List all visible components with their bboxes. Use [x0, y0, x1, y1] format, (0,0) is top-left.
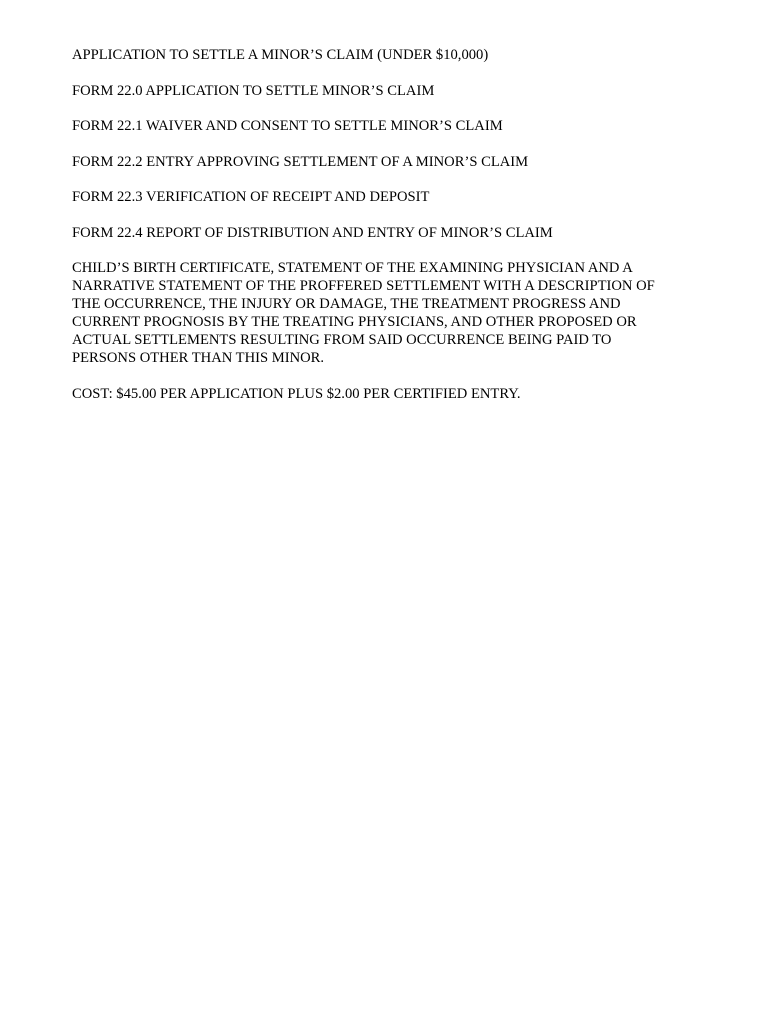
requirements-line: THE OCCURRENCE, THE INJURY OR DAMAGE, THE TREATMENT PROGRESS AND: [72, 296, 621, 312]
form-22-2-line: FORM 22.2 ENTRY APPROVING SETTLEMENT OF A MINOR’S CLAIM: [72, 153, 529, 170]
requirements-line: CHILD’S BIRTH CERTIFICATE, STATEMENT OF THE EXAMINING PHYSICIAN AND A: [72, 260, 633, 276]
application-title: APPLICATION TO SETTLE A MINOR’S CLAIM (UNDER $10,000): [72, 47, 489, 63]
requirements-line: PERSONS OTHER THAN THIS MINOR.: [72, 350, 325, 366]
form-22-3-line: FORM 22.3 VERIFICATION OF RECEIPT AND DEPOSIT: [72, 189, 430, 205]
requirements-line: CURRENT PROGNOSIS BY THE TREATING PHYSICIANS, AND OTHER PROPOSED OR: [72, 314, 637, 330]
form-22-0-line: FORM 22.0 APPLICATION TO SETTLE MINOR’S CLAIM: [72, 82, 435, 99]
form-22-1-line: FORM 22.1 WAIVER AND CONSENT TO SETTLE MINOR’S CLAIM: [72, 118, 503, 134]
cost-line: COST: $45.00 PER APPLICATION PLUS $2.00 PER CERTIFIED ENTRY.: [72, 385, 521, 402]
requirements-paragraph: [72, 259, 702, 367]
document-content: [72, 46, 702, 420]
form-22-4-line: FORM 22.4 REPORT OF DISTRIBUTION AND ENTRY OF MINOR’S CLAIM: [72, 224, 553, 241]
requirements-line: NARRATIVE STATEMENT OF THE PROFFERED SETTLEMENT WITH A DESCRIPTION OF: [72, 278, 655, 294]
requirements-line: ACTUAL SETTLEMENTS RESULTING FROM SAID OCCURRENCE BEING PAID TO: [72, 332, 612, 348]
